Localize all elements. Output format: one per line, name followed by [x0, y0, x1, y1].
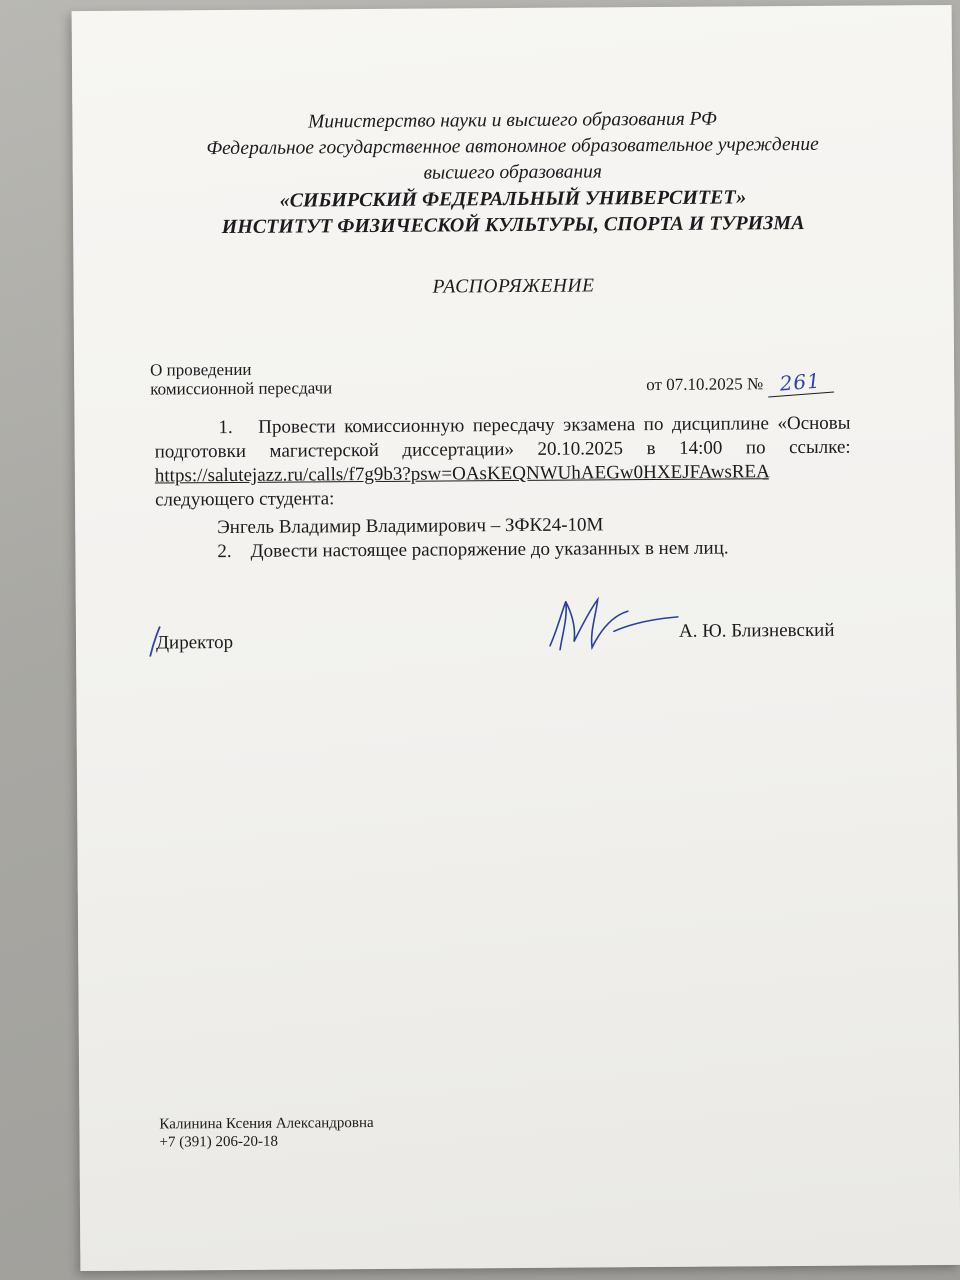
date-and-number — [646, 370, 833, 396]
document-type-title: РАСПОРЯЖЕНИЕ — [432, 275, 595, 298]
paper-sheet — [72, 5, 960, 1271]
document-topic — [150, 359, 332, 398]
institute-name: ИНСТИТУТ ФИЗИЧЕСКОЙ КУЛЬТУРЫ, СПОРТА И ТУРИЗМА — [221, 211, 805, 239]
item-1-number: 1. — [218, 416, 233, 439]
contact-phone: +7 (391) 206-20-18 — [159, 1133, 279, 1151]
item-1-text: Провести комиссионную пересдачу экзамена по дисциплине «Основы подготовки магистерской диссертации» 20.10.2025 в 14:00 по ссылке: — [154, 412, 851, 463]
handwritten-order-number: 261 — [767, 368, 835, 398]
item-2-text: Довести настоящее распоряжение до указанных в нем лиц. — [250, 537, 729, 562]
director-signature — [532, 587, 693, 668]
item-1 — [154, 412, 851, 513]
topic-line-2: комиссионной пересдачи — [150, 378, 333, 399]
contact-block — [159, 1114, 373, 1151]
item-2 — [155, 536, 851, 565]
date-prefix: от 07.10.2025 № — [646, 374, 764, 395]
ministry-line: Министерство науки и высшего образования РФ — [307, 108, 717, 133]
director-role: Директор — [155, 631, 234, 654]
item-1-continuation: следующего студента: — [154, 488, 335, 511]
document-header — [72, 105, 953, 241]
director-name: А. Ю. Близневский — [678, 619, 835, 642]
meeting-link[interactable]: https://salutejazz.ru/calls/f7g9b3?psw=OAsKEQNWUhAEGw0HXEJFAwsREA — [154, 461, 769, 487]
institution-line-2: высшего образования — [423, 161, 603, 184]
contact-name: Калинина Ксения Александровна — [159, 1115, 374, 1133]
item-2-number: 2. — [217, 540, 232, 563]
topic-line-1: О проведении — [150, 359, 252, 380]
institution-line-1: Федеральное государственное автономное образовательное учреждение — [206, 133, 819, 160]
university-name: «СИБИРСКИЙ ФЕДЕРАЛЬНЫЙ УНИВЕРСИТЕТ» — [279, 186, 747, 212]
ink-tick-mark — [146, 622, 166, 662]
student-entry: Энгель Владимир Владимирович – ЗФК24-10М — [217, 514, 604, 539]
order-body — [154, 412, 851, 565]
